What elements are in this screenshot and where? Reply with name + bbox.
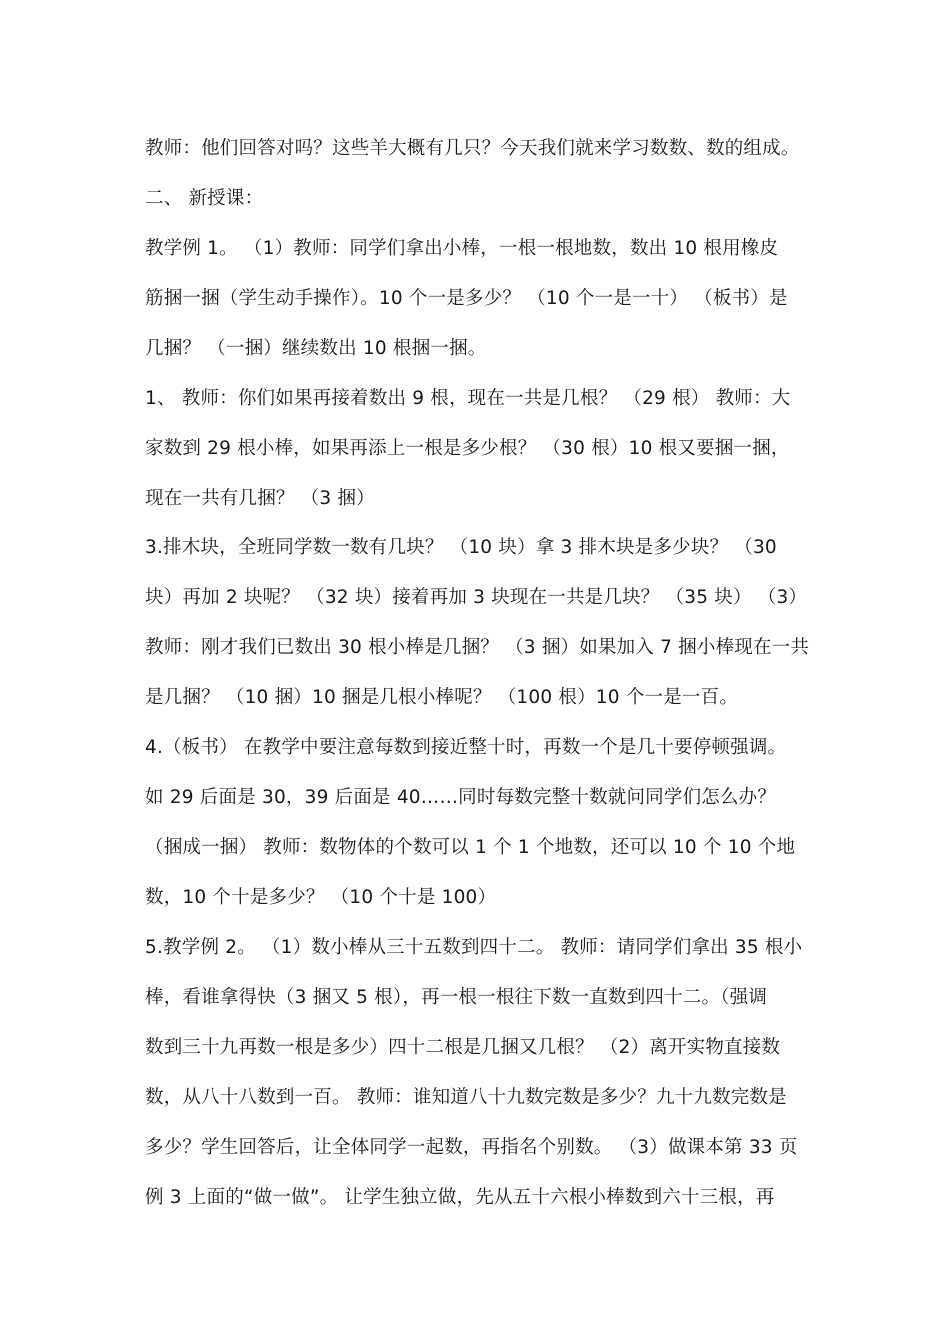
text-line: 教师：他们回答对吗？这些羊大概有几只？今天我们就来学习数数、数的组成。 <box>145 138 800 159</box>
text-line: 3.排木块，全班同学数一数有几块？ （10 块）拿 3 排木块是多少块？ （30 <box>145 537 777 558</box>
text-line: 块）再加 2 块呢？ （32 块）接着再加 3 块现在一共是几块？ （35 块） （3） <box>145 587 808 608</box>
text-line: 数到三十九再数一根是多少）四十二根是几捆又几根？ （2）离开实物直接数 <box>145 1037 781 1058</box>
text-line: 多少？学生回答后，让全体同学一起数，再指名个别数。 （3）做课本第 33 页 <box>145 1137 798 1158</box>
text-line: 例 3 上面的“做一做”。 让学生独立做，先从五十六根小棒数到六十三根，再 <box>145 1187 775 1208</box>
section-heading: 二、 新授课： <box>145 188 264 209</box>
text-line: 教师：刚才我们已数出 30 根小棒是几捆？ （3 捆）如果加入 7 捆小棒现在一共 <box>145 637 810 658</box>
text-line: 棒，看谁拿得快（3 捆又 5 根），再一根一根往下数一直数到四十二。（强调 <box>145 987 768 1008</box>
text-line: 数，从八十八数到一百。 教师：谁知道八十九数完数是多少？九十九数完数是 <box>145 1087 787 1108</box>
text-line: 数，10 个十是多少？ （10 个十是 100） <box>145 887 497 908</box>
text-line: 5.教学例 2。 （1）数小棒从三十五数到四十二。 教师：请同学们拿出 35 根小 <box>145 937 803 958</box>
text-line: 4.（板书） 在教学中要注意每数到接近整十时，再数一个是几十要停顿强调。 <box>145 737 787 758</box>
text-line: 筋捆一捆（学生动手操作）。10 个一是多少？ （10 个一是一十） （板书）是 <box>145 288 788 309</box>
text-line: 几捆？ （一捆）继续数出 10 根捆一捆。 <box>145 338 487 359</box>
text-line: 现在一共有几捆？ （3 捆） <box>145 488 375 509</box>
text-line: （捆成一捆） 教师：数物体的个数可以 1 个 1 个地数，还可以 10 个 10 个地 <box>145 837 796 858</box>
text-line: 1、 教师：你们如果再接着数出 9 根，现在一共是几根？ （29 根） 教师：大 <box>145 388 791 409</box>
text-line: 教学例 1。 （1）教师：同学们拿出小棒，一根一根地数，数出 10 根用橡皮 <box>145 238 779 259</box>
text-line: 如 29 后面是 30，39 后面是 40……同时每数完整十数就问同学们怎么办？ <box>145 787 777 808</box>
text-line: 是几捆？ （10 捆）10 捆是几根小棒呢？ （100 根）10 个一是一百。 <box>145 687 739 708</box>
text-line: 家数到 29 根小棒，如果再添上一根是多少根？ （30 根）10 根又要捆一捆， <box>145 438 790 459</box>
